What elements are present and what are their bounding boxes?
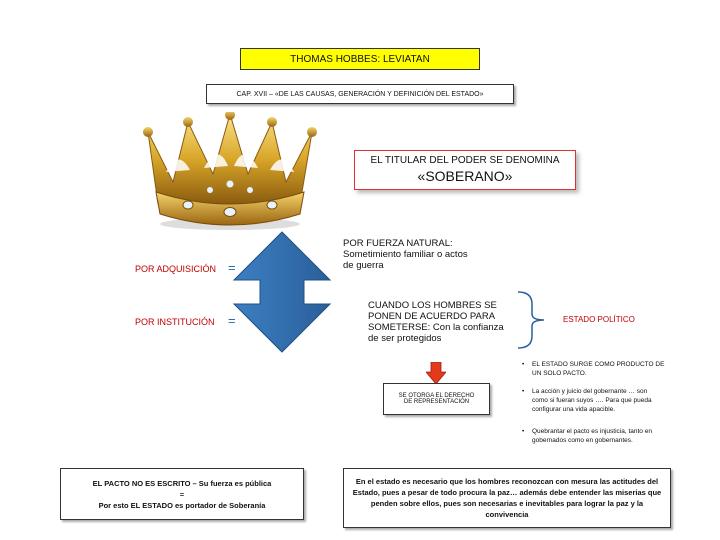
title-text: THOMAS HOBBES: LEVIATAN <box>290 53 430 65</box>
bullet-item: • La acción y juicio del gobernante … son como si fueran suyos …. Para que pueda configurar una vida apacible. <box>522 388 652 413</box>
sovereign-line1: EL TITULAR DEL PODER SE DENOMINA <box>370 155 560 166</box>
natural-force-text: POR FUERZA NATURAL: Sometimiento familiar o actos de guerra <box>343 238 468 271</box>
chapter-text: CAP. XVII – «DE LAS CAUSAS, GENERACIÓN Y DEFINICIÓN DEL ESTADO» <box>236 90 484 98</box>
pact-note-box: EL PACTO NO ES ESCRITO – Su fuerza es pública = Por esto EL ESTADO es portador de Soberanía <box>60 468 304 520</box>
state-note-box <box>343 468 671 528</box>
institution-label: POR INSTITUCIÓN <box>135 317 215 327</box>
bullet-dot-icon: • <box>522 361 525 368</box>
representation-box: SE OTORGA EL DERECHO DE REPRESENTACIÓN <box>383 383 490 415</box>
crown-image <box>128 112 328 232</box>
institution-equals: = <box>228 313 236 328</box>
state-note-text: En el estado es necesario que los hombres reconozcan con mesura las actitudes del Estado, pues a pesar de todo procura la paz… además debe entender las miserias que penden sobre ellos, pues son necesarias e inevitables para lograr la paz y la convivencia <box>352 477 662 519</box>
bullet-item: • Quebrantar el pacto es injusticia, tanto en gobernados como en gobernantes. <box>522 428 652 444</box>
right-brace-icon <box>514 290 564 350</box>
up-down-arrow-icon <box>232 230 332 354</box>
sovereign-title: «SOBERANO» <box>417 168 513 184</box>
acquisition-equals: = <box>228 260 236 275</box>
chapter-box <box>206 84 514 104</box>
down-arrow-icon <box>426 362 446 384</box>
bullet-dot-icon: • <box>522 388 525 395</box>
sovereign-box <box>354 150 576 190</box>
acquisition-label: POR ADQUISICIÓN <box>135 264 217 274</box>
title-box <box>240 48 480 70</box>
bullet-item: • EL ESTADO SURGE COMO PRODUCTO DE UN SOLO PACTO. <box>522 361 665 377</box>
bullet-dot-icon: • <box>522 428 525 435</box>
political-state-label: ESTADO POLÍTICO <box>563 315 635 324</box>
pact-text: CUANDO LOS HOMBRES SE PONEN DE ACUERDO PARA SOMETERSE: Con la confianza de ser protegidos <box>368 300 504 344</box>
